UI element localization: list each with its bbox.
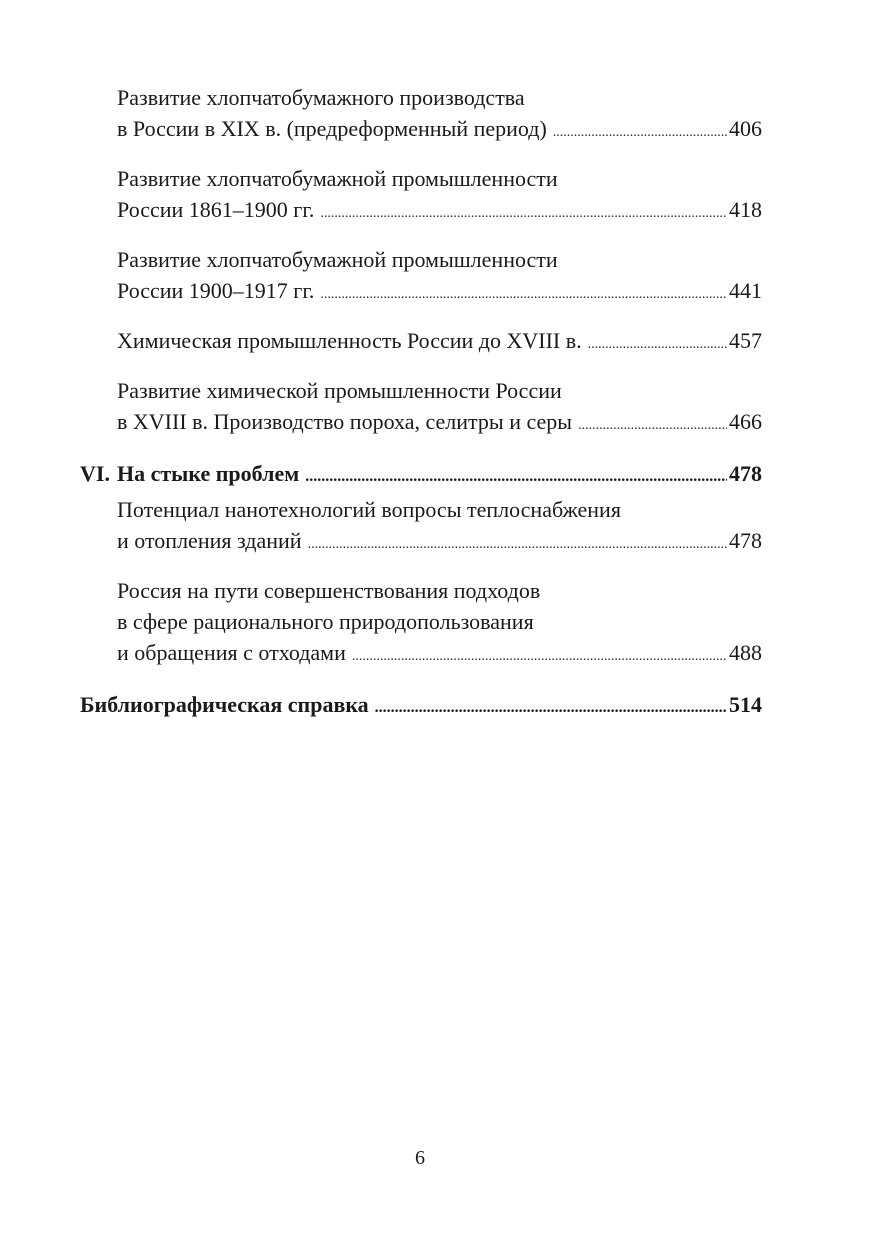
dot-leader <box>375 692 727 723</box>
toc-page-number: 441 <box>729 278 762 303</box>
dot-leader <box>305 461 727 492</box>
toc-entry-line: в сфере рационального природопользования <box>117 609 534 634</box>
toc-page-number: 488 <box>729 640 762 665</box>
dot-leader <box>588 329 727 360</box>
table-of-contents <box>80 82 762 723</box>
toc-entry-text: в XVIII в. Производство пороха, селитры и серы <box>117 409 573 434</box>
toc-entry-text: в России в XIX в. (предреформенный период) <box>117 116 547 141</box>
dot-leader <box>352 641 727 672</box>
toc-entry-cotton-1861-1900[interactable] <box>80 163 762 229</box>
toc-page-number: 466 <box>729 409 762 434</box>
dot-leader <box>320 279 727 310</box>
toc-page-number: 418 <box>729 197 762 222</box>
toc-page-number: 514 <box>729 692 762 717</box>
toc-entry-line: Россия на пути совершенствования подходов <box>117 578 541 603</box>
toc-entry-text: России 1900–1917 гг. <box>117 278 315 303</box>
toc-entry-text: и обращения с отходами <box>117 640 346 665</box>
toc-entry-chemical-before-18c[interactable] <box>80 325 762 360</box>
toc-entry-line: Развитие хлопчатобумажной промышленности <box>117 247 558 272</box>
chapter-number: VI. <box>80 461 110 486</box>
toc-chapter-vi[interactable] <box>80 458 762 492</box>
toc-bibliography[interactable] <box>80 689 762 723</box>
toc-entry-nanotech-heating[interactable] <box>80 494 762 560</box>
chapter-title: На стыке проблем <box>117 461 300 486</box>
dot-leader <box>320 198 727 229</box>
toc-entry-cotton-1900-1917[interactable] <box>80 244 762 310</box>
toc-page-number: 406 <box>729 116 762 141</box>
toc-page-number: 478 <box>729 528 762 553</box>
toc-entry-line: Развитие хлопчатобумажного производства <box>117 85 525 110</box>
bibliography-title: Библиографическая справка <box>80 692 369 717</box>
dot-leader <box>578 410 727 441</box>
toc-entry-line: Развитие химической промышленности России <box>117 378 562 403</box>
toc-page-number: 478 <box>729 461 762 486</box>
toc-entry-cotton-pre-reform[interactable] <box>80 82 762 148</box>
dot-leader <box>308 529 727 560</box>
dot-leader <box>553 117 727 148</box>
toc-entry-text: и отопления зданий <box>117 528 302 553</box>
page-number: 6 <box>415 1147 425 1169</box>
toc-entry-text: России 1861–1900 гг. <box>117 197 315 222</box>
toc-entry-text: Химическая промышленность России до XVIII в. <box>117 328 582 353</box>
toc-entry-chemical-18c[interactable] <box>80 375 762 441</box>
toc-entry-line: Развитие хлопчатобумажной промышленности <box>117 166 558 191</box>
toc-entry-line: Потенциал нанотехнологий вопросы теплоснабжения <box>117 497 621 522</box>
toc-entry-waste-management[interactable] <box>80 575 762 672</box>
toc-page-number: 457 <box>729 328 762 353</box>
